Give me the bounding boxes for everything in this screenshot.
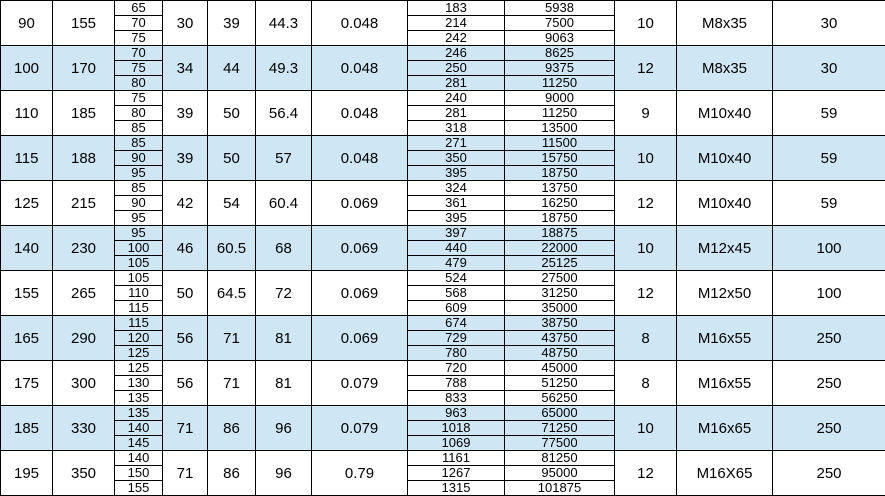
cell-force-options-value: 77500 (505, 436, 614, 450)
table-row (1, 451, 885, 496)
cell-length-options-value: 95 (115, 211, 162, 225)
cell-length-options-value: 115 (115, 301, 162, 315)
cell-length-options-value: 105 (115, 271, 162, 286)
cell-tightening-torque: 30 (773, 46, 885, 91)
cell-torque-options-value: 1069 (408, 436, 504, 450)
cell-force-options-value: 15750 (505, 151, 614, 166)
cell-force-options (505, 406, 615, 451)
cell-dim-c: 96 (256, 451, 312, 496)
cell-length-options-value: 85 (115, 136, 162, 151)
cell-force-options (505, 361, 615, 406)
cell-length-options-value: 110 (115, 286, 162, 301)
cell-force-options-value: 11500 (505, 136, 614, 151)
table-row (1, 226, 885, 271)
cell-screw-size: M8x35 (677, 1, 773, 46)
cell-length-options-value: 125 (115, 361, 162, 376)
cell-dim-b: 86 (208, 406, 256, 451)
cell-dim-b: 60.5 (208, 226, 256, 271)
cell-length-options-value: 70 (115, 16, 162, 31)
cell-length-options (115, 316, 163, 361)
cell-dim-c: 68 (256, 226, 312, 271)
cell-length-options-value: 145 (115, 436, 162, 450)
cell-length-options-value: 155 (115, 481, 162, 495)
cell-dim-a: 56 (163, 316, 208, 361)
cell-length-options-value: 115 (115, 316, 162, 331)
cell-torque-options-value: 1315 (408, 481, 504, 495)
cell-force-options-value: 11250 (505, 76, 614, 90)
cell-length-options (115, 46, 163, 91)
cell-screw-size: M10x40 (677, 136, 773, 181)
table-row (1, 406, 885, 451)
cell-force-options-value: 95000 (505, 466, 614, 481)
cell-force-options-value: 27500 (505, 271, 614, 286)
cell-force-options-value: 13500 (505, 121, 614, 135)
cell-outer-d2: 300 (53, 361, 115, 406)
cell-bore-d1: 195 (1, 451, 53, 496)
cell-force-options-value: 9375 (505, 61, 614, 76)
cell-torque-options-value: 833 (408, 391, 504, 405)
cell-bore-d1: 175 (1, 361, 53, 406)
cell-bore-d1: 90 (1, 1, 53, 46)
cell-force-options-value: 18750 (505, 211, 614, 225)
cell-inertia: 0.069 (312, 181, 408, 226)
cell-length-options (115, 271, 163, 316)
cell-screw-size: M8x35 (677, 46, 773, 91)
cell-screw-qty: 12 (615, 181, 677, 226)
cell-torque-options (408, 136, 505, 181)
cell-dim-c: 60.4 (256, 181, 312, 226)
table-row (1, 91, 885, 136)
cell-force-options-value: 65000 (505, 406, 614, 421)
cell-torque-options (408, 406, 505, 451)
cell-torque-options (408, 316, 505, 361)
cell-bore-d1: 185 (1, 406, 53, 451)
cell-torque-options-value: 395 (408, 166, 504, 180)
cell-bore-d1: 110 (1, 91, 53, 136)
cell-torque-options (408, 1, 505, 46)
cell-dim-b: 86 (208, 451, 256, 496)
cell-length-options-value: 80 (115, 106, 162, 121)
cell-screw-qty: 8 (615, 316, 677, 361)
cell-inertia: 0.069 (312, 226, 408, 271)
cell-torque-options (408, 91, 505, 136)
cell-length-options-value: 105 (115, 256, 162, 270)
cell-tightening-torque: 250 (773, 406, 885, 451)
cell-force-options-value: 25125 (505, 256, 614, 270)
cell-outer-d2: 330 (53, 406, 115, 451)
cell-length-options-value: 85 (115, 121, 162, 135)
cell-length-options-value: 75 (115, 61, 162, 76)
cell-dim-a: 71 (163, 406, 208, 451)
cell-torque-options-value: 281 (408, 106, 504, 121)
table-row (1, 1, 885, 46)
cell-torque-options-value: 246 (408, 46, 504, 61)
cell-force-options-value: 48750 (505, 346, 614, 360)
cell-force-options-value: 7500 (505, 16, 614, 31)
cell-screw-qty: 10 (615, 136, 677, 181)
cell-torque-options (408, 451, 505, 496)
cell-screw-qty: 12 (615, 271, 677, 316)
cell-force-options-value: 81250 (505, 451, 614, 466)
cell-torque-options-value: 318 (408, 121, 504, 135)
cell-torque-options-value: 281 (408, 76, 504, 90)
cell-outer-d2: 215 (53, 181, 115, 226)
cell-length-options-value: 150 (115, 466, 162, 481)
cell-length-options-value: 80 (115, 76, 162, 90)
cell-dim-c: 49.3 (256, 46, 312, 91)
cell-inertia: 0.048 (312, 1, 408, 46)
cell-dim-b: 50 (208, 136, 256, 181)
cell-outer-d2: 350 (53, 451, 115, 496)
cell-length-options-value: 85 (115, 181, 162, 196)
cell-tightening-torque: 250 (773, 361, 885, 406)
cell-torque-options-value: 397 (408, 226, 504, 241)
cell-length-options-value: 140 (115, 421, 162, 436)
cell-torque-options (408, 181, 505, 226)
cell-torque-options-value: 568 (408, 286, 504, 301)
cell-tightening-torque: 59 (773, 91, 885, 136)
cell-screw-qty: 10 (615, 226, 677, 271)
cell-force-options-value: 18875 (505, 226, 614, 241)
cell-force-options-value: 43750 (505, 331, 614, 346)
cell-screw-size: M16x55 (677, 316, 773, 361)
cell-length-options (115, 181, 163, 226)
cell-bore-d1: 140 (1, 226, 53, 271)
cell-tightening-torque: 100 (773, 226, 885, 271)
cell-dim-a: 39 (163, 91, 208, 136)
cell-tightening-torque: 59 (773, 136, 885, 181)
cell-screw-qty: 12 (615, 46, 677, 91)
cell-torque-options-value: 674 (408, 316, 504, 331)
cell-force-options (505, 1, 615, 46)
cell-torque-options-value: 729 (408, 331, 504, 346)
cell-force-options-value: 16250 (505, 196, 614, 211)
cell-dim-a: 39 (163, 136, 208, 181)
cell-outer-d2: 155 (53, 1, 115, 46)
cell-dim-b: 71 (208, 316, 256, 361)
cell-length-options-value: 130 (115, 376, 162, 391)
cell-length-options-value: 65 (115, 1, 162, 16)
cell-force-options-value: 101875 (505, 481, 614, 495)
cell-outer-d2: 265 (53, 271, 115, 316)
cell-length-options-value: 120 (115, 331, 162, 346)
cell-force-options-value: 38750 (505, 316, 614, 331)
cell-inertia: 0.069 (312, 316, 408, 361)
cell-torque-options (408, 271, 505, 316)
cell-torque-options-value: 963 (408, 406, 504, 421)
cell-dim-b: 64.5 (208, 271, 256, 316)
cell-dim-a: 50 (163, 271, 208, 316)
cell-dim-b: 44 (208, 46, 256, 91)
cell-screw-size: M12x45 (677, 226, 773, 271)
cell-force-options (505, 226, 615, 271)
cell-dim-c: 81 (256, 361, 312, 406)
cell-length-options-value: 135 (115, 406, 162, 421)
cell-tightening-torque: 59 (773, 181, 885, 226)
cell-screw-size: M10x40 (677, 91, 773, 136)
cell-force-options (505, 451, 615, 496)
table-row (1, 316, 885, 361)
cell-force-options-value: 5938 (505, 1, 614, 16)
cell-torque-options-value: 720 (408, 361, 504, 376)
cell-dim-c: 56.4 (256, 91, 312, 136)
cell-torque-options (408, 226, 505, 271)
cell-dim-a: 56 (163, 361, 208, 406)
cell-torque-options-value: 524 (408, 271, 504, 286)
cell-tightening-torque: 250 (773, 316, 885, 361)
cell-torque-options-value: 395 (408, 211, 504, 225)
cell-length-options-value: 75 (115, 31, 162, 45)
cell-dim-a: 30 (163, 1, 208, 46)
cell-outer-d2: 230 (53, 226, 115, 271)
cell-torque-options-value: 788 (408, 376, 504, 391)
cell-torque-options-value: 271 (408, 136, 504, 151)
cell-force-options (505, 181, 615, 226)
cell-screw-qty: 10 (615, 1, 677, 46)
table-row (1, 361, 885, 406)
cell-length-options-value: 90 (115, 196, 162, 211)
cell-screw-size: M12x50 (677, 271, 773, 316)
cell-inertia: 0.79 (312, 451, 408, 496)
cell-inertia: 0.048 (312, 46, 408, 91)
cell-force-options-value: 51250 (505, 376, 614, 391)
cell-length-options (115, 91, 163, 136)
cell-tightening-torque: 250 (773, 451, 885, 496)
cell-torque-options-value: 214 (408, 16, 504, 31)
cell-length-options-value: 95 (115, 166, 162, 180)
table-body (1, 1, 885, 496)
cell-force-options (505, 136, 615, 181)
cell-force-options-value: 22000 (505, 241, 614, 256)
cell-inertia: 0.048 (312, 91, 408, 136)
cell-inertia: 0.048 (312, 136, 408, 181)
cell-screw-size: M16x55 (677, 361, 773, 406)
cell-length-options (115, 361, 163, 406)
cell-outer-d2: 185 (53, 91, 115, 136)
cell-outer-d2: 290 (53, 316, 115, 361)
cell-bore-d1: 155 (1, 271, 53, 316)
cell-force-options-value: 18750 (505, 166, 614, 180)
cell-torque-options-value: 250 (408, 61, 504, 76)
cell-dim-a: 34 (163, 46, 208, 91)
cell-torque-options (408, 46, 505, 91)
cell-force-options-value: 45000 (505, 361, 614, 376)
cell-inertia: 0.079 (312, 361, 408, 406)
cell-dim-a: 46 (163, 226, 208, 271)
cell-force-options-value: 8625 (505, 46, 614, 61)
cell-length-options-value: 125 (115, 346, 162, 360)
cell-torque-options-value: 240 (408, 91, 504, 106)
cell-length-options-value: 140 (115, 451, 162, 466)
cell-length-options-value: 90 (115, 151, 162, 166)
cell-length-options (115, 451, 163, 496)
cell-dim-b: 54 (208, 181, 256, 226)
table-row (1, 271, 885, 316)
cell-length-options-value: 95 (115, 226, 162, 241)
cell-torque-options-value: 183 (408, 1, 504, 16)
cell-screw-size: M16X65 (677, 451, 773, 496)
cell-dim-c: 81 (256, 316, 312, 361)
cell-outer-d2: 188 (53, 136, 115, 181)
cell-length-options (115, 226, 163, 271)
cell-screw-size: M16x65 (677, 406, 773, 451)
cell-force-options (505, 91, 615, 136)
cell-force-options (505, 271, 615, 316)
cell-torque-options-value: 1267 (408, 466, 504, 481)
cell-length-options-value: 75 (115, 91, 162, 106)
table-row (1, 46, 885, 91)
cell-length-options-value: 100 (115, 241, 162, 256)
cell-torque-options-value: 609 (408, 301, 504, 315)
cell-dim-b: 50 (208, 91, 256, 136)
cell-length-options (115, 406, 163, 451)
cell-bore-d1: 165 (1, 316, 53, 361)
cell-dim-c: 72 (256, 271, 312, 316)
cell-bore-d1: 125 (1, 181, 53, 226)
cell-torque-options-value: 361 (408, 196, 504, 211)
cell-inertia: 0.069 (312, 271, 408, 316)
cell-length-options-value: 70 (115, 46, 162, 61)
cell-length-options-value: 135 (115, 391, 162, 405)
cell-screw-size: M10x40 (677, 181, 773, 226)
cell-length-options (115, 136, 163, 181)
cell-screw-qty: 10 (615, 406, 677, 451)
cell-torque-options-value: 440 (408, 241, 504, 256)
cell-dim-a: 71 (163, 451, 208, 496)
cell-bore-d1: 100 (1, 46, 53, 91)
cell-torque-options-value: 780 (408, 346, 504, 360)
cell-inertia: 0.079 (312, 406, 408, 451)
cell-outer-d2: 170 (53, 46, 115, 91)
cell-force-options-value: 9000 (505, 91, 614, 106)
cell-screw-qty: 12 (615, 451, 677, 496)
cell-force-options-value: 71250 (505, 421, 614, 436)
cell-torque-options-value: 350 (408, 151, 504, 166)
cell-force-options-value: 9063 (505, 31, 614, 45)
cell-screw-qty: 8 (615, 361, 677, 406)
table-row (1, 181, 885, 226)
cell-dim-c: 44.3 (256, 1, 312, 46)
cell-tightening-torque: 30 (773, 1, 885, 46)
cell-force-options-value: 13750 (505, 181, 614, 196)
cell-dim-b: 71 (208, 361, 256, 406)
cell-force-options (505, 46, 615, 91)
cell-force-options-value: 31250 (505, 286, 614, 301)
cell-dim-b: 39 (208, 1, 256, 46)
cell-force-options (505, 316, 615, 361)
cell-dim-c: 57 (256, 136, 312, 181)
cell-dim-a: 42 (163, 181, 208, 226)
cell-torque-options-value: 479 (408, 256, 504, 270)
cell-bore-d1: 115 (1, 136, 53, 181)
cell-dim-c: 96 (256, 406, 312, 451)
cell-torque-options-value: 242 (408, 31, 504, 45)
cell-torque-options-value: 1161 (408, 451, 504, 466)
cell-force-options-value: 56250 (505, 391, 614, 405)
cell-torque-options-value: 1018 (408, 421, 504, 436)
cell-length-options (115, 1, 163, 46)
cell-tightening-torque: 100 (773, 271, 885, 316)
cell-screw-qty: 9 (615, 91, 677, 136)
table-row (1, 136, 885, 181)
cell-torque-options-value: 324 (408, 181, 504, 196)
cell-force-options-value: 35000 (505, 301, 614, 315)
cell-force-options-value: 11250 (505, 106, 614, 121)
cell-torque-options (408, 361, 505, 406)
